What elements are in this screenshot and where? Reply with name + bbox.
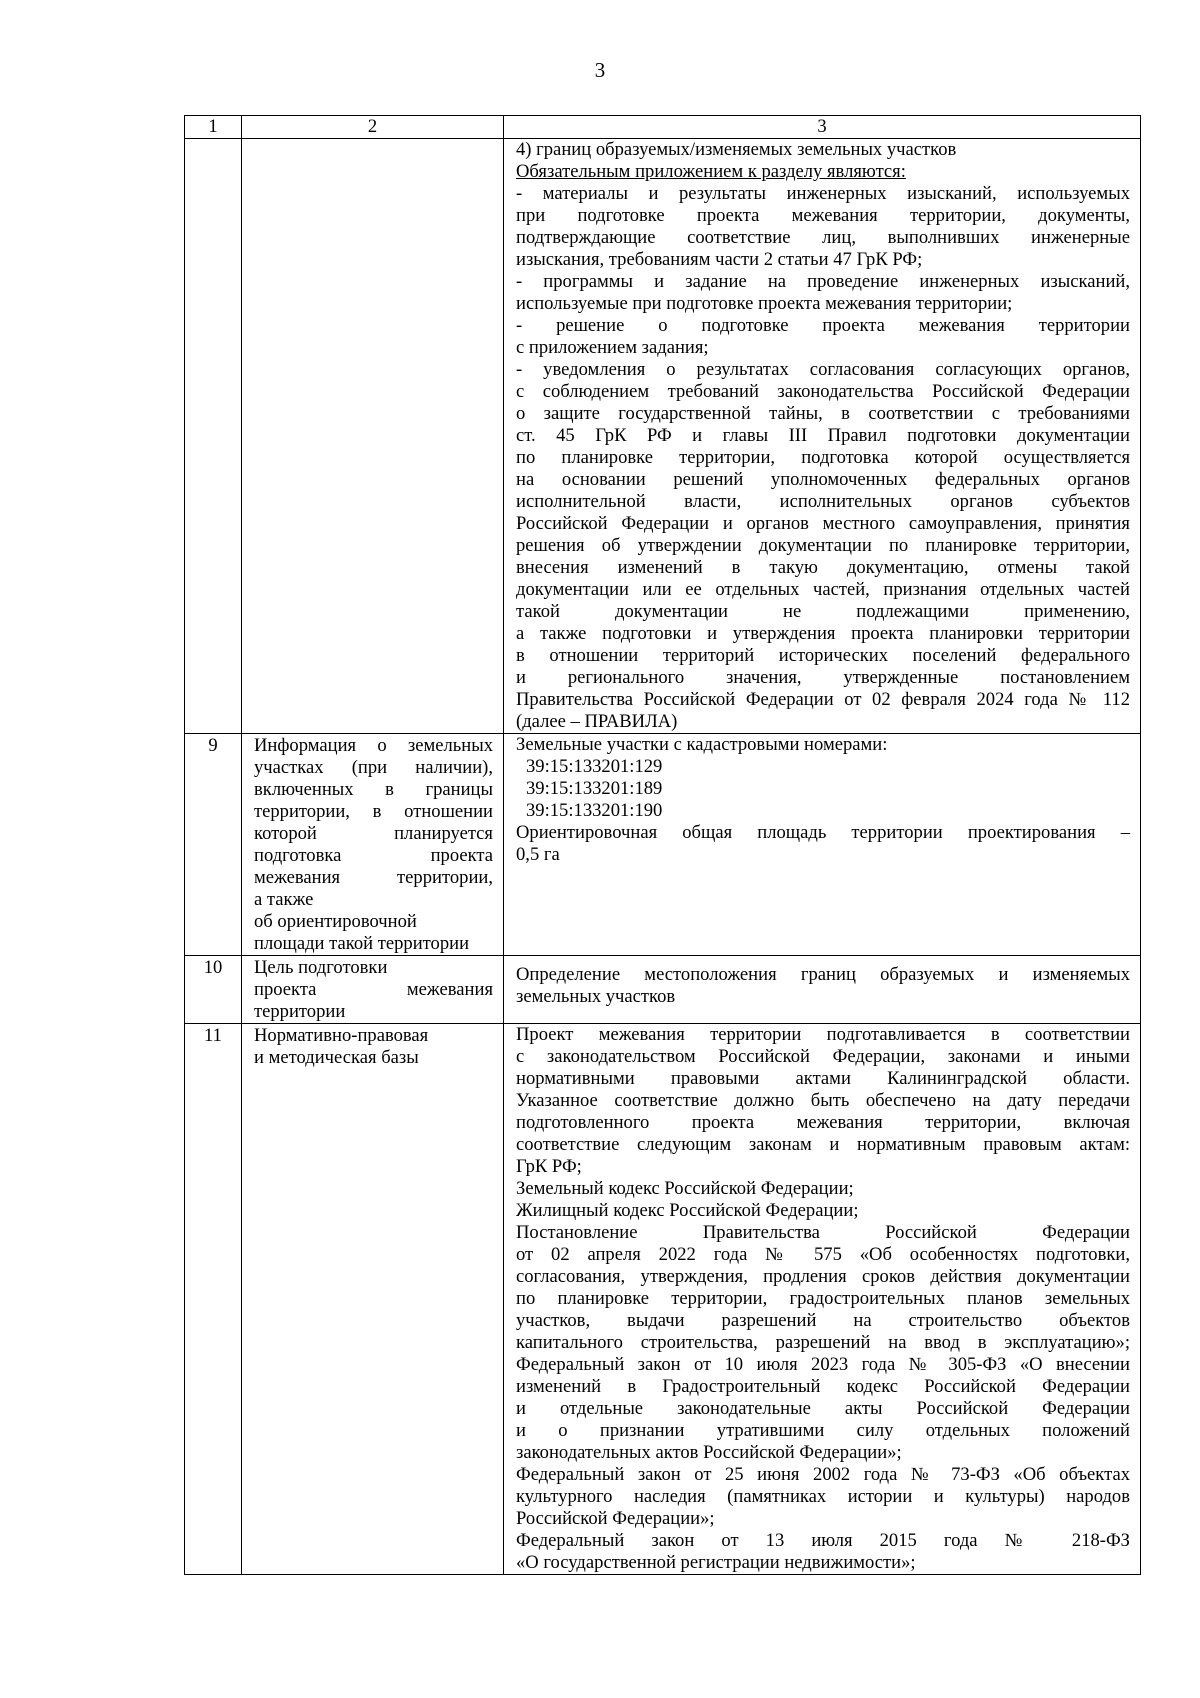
content-line: подтверждающие соответствие лиц, выполнивших инженерные [516, 227, 1130, 248]
requirements-table [184, 115, 1141, 1575]
content-line: Ориентировочная общая площадь территории проектирования – [516, 822, 1130, 843]
table-row-11 [185, 1024, 1141, 1575]
title-line: территории, в отношении [254, 801, 493, 822]
content-line: «О государственной регистрации недвижимости»; [516, 1552, 916, 1573]
content-line: Определение местоположения границ образуемых и изменяемых [516, 964, 1130, 985]
row-content-cell [504, 734, 1141, 956]
title-line: территории [254, 1001, 346, 1022]
content-line: и отдельные законодательные акты Российской Федерации [516, 1398, 1130, 1419]
content-line: ст. 45 ГрК РФ и главы III Правил подготовки документации [516, 425, 1130, 446]
title-line: участках (при наличии), [254, 757, 493, 778]
title-line: межевания территории, [254, 867, 493, 888]
row-title-cell [242, 139, 504, 734]
content-line: а также подготовки и утверждения проекта планировки территории [516, 623, 1130, 644]
content-line: по планировке территории, градостроительных планов земельных [516, 1288, 1130, 1309]
row-content-cell [504, 139, 1141, 734]
row-title-cell [242, 734, 504, 956]
content-line: от 02 апреля 2022 года № 575 «Об особенностях подготовки, [516, 1244, 1130, 1265]
title-line: и методическая базы [254, 1047, 419, 1068]
content-line: изменений в Градостроительный кодекс Российской Федерации [516, 1376, 1130, 1397]
content-line: подготовленного проекта межевания территории, включая [516, 1112, 1130, 1133]
cadastral-number: 39:15:133201:189 [526, 778, 663, 799]
title-line: Нормативно-правовая [254, 1025, 429, 1046]
title-line: проекта межевания [254, 979, 493, 1000]
content-line: Федеральный закон от 13 июля 2015 года № 218-ФЗ [516, 1530, 1130, 1551]
content-line: - уведомления о результатах согласования согласующих органов, [516, 359, 1130, 380]
content-line: с приложением задания; [516, 337, 709, 358]
content-line: с законодательством Российской Федерации, законами и иными [516, 1046, 1130, 1067]
header-col-3: 3 [504, 116, 1141, 139]
title-line: а также [254, 889, 314, 910]
content-line: - программы и задание на проведение инженерных изысканий, [516, 271, 1130, 292]
content-line: Обязательным приложением к разделу являются: [516, 161, 906, 182]
cadastral-number: 39:15:133201:129 [526, 756, 663, 777]
title-line: Информация о земельных [254, 735, 493, 756]
content-line: по планировке территории, подготовка которой осуществляется [516, 447, 1130, 468]
content-line: и о признании утратившими силу отдельных положений [516, 1420, 1130, 1441]
content-line: 4) границ образуемых/изменяемых земельных участков [516, 139, 957, 160]
row-number-cell: 11 [185, 1024, 242, 1575]
content-line: Российской Федерации и органов местного самоуправления, принятия [516, 513, 1130, 534]
content-line: нормативными правовыми актами Калининградской области. [516, 1068, 1130, 1089]
content-line: с соблюдением требований законодательства Российской Федерации [516, 381, 1130, 402]
table-header-row [185, 116, 1141, 139]
title-line: об ориентировочной [254, 911, 417, 932]
header-col-1: 1 [185, 116, 242, 139]
title-line: площади такой территории [254, 933, 470, 954]
row-content-cell [504, 956, 1141, 1024]
content-line: - материалы и результаты инженерных изысканий, используемых [516, 183, 1130, 204]
content-line: Постановление Правительства Российской Федерации [516, 1222, 1130, 1243]
content-line: при подготовке проекта межевания территории, документы, [516, 205, 1130, 226]
content-line: Российской Федерации»; [516, 1508, 715, 1529]
content-line: Земельный кодекс Российской Федерации; [516, 1178, 854, 1199]
content-line: используемые при подготовке проекта межевания территории; [516, 293, 1013, 314]
page-number: 3 [594, 58, 606, 82]
title-line: включенных в границы [254, 779, 493, 800]
content-line: решения об утверждении документации по планировке территории, [516, 535, 1130, 556]
row-content-cell [504, 1024, 1141, 1575]
title-line: подготовка проекта [254, 845, 493, 866]
content-line: согласования, утверждения, продления сроков действия документации [516, 1266, 1130, 1287]
content-line: изыскания, требованиям части 2 статьи 47 ГрК РФ; [516, 249, 923, 270]
cadastral-number: 39:15:133201:190 [526, 800, 663, 821]
content-line: Указанное соответствие должно быть обеспечено на дату передачи [516, 1090, 1130, 1111]
title-line: которой планируется [254, 823, 493, 844]
content-line: капитального строительства, разрешений на ввод в эксплуатацию»; [516, 1332, 1130, 1353]
content-line: внесения изменений в такую документацию, отмены такой [516, 557, 1130, 578]
content-line: документации или ее отдельных частей, признания отдельных частей [516, 579, 1130, 600]
content-line: ГрК РФ; [516, 1156, 582, 1177]
row-title-cell [242, 956, 504, 1024]
content-line: о защите государственной тайны, в соответствии с требованиями [516, 403, 1130, 424]
table-row [185, 139, 1141, 734]
content-line: Земельные участки с кадастровыми номерами: [516, 734, 888, 755]
title-line: Цель подготовки [254, 957, 388, 978]
content-line: участков, выдачи разрешений на строительство объектов [516, 1310, 1130, 1331]
row-number-cell: 10 [185, 956, 242, 1024]
table-row-9 [185, 734, 1141, 956]
header-col-2: 2 [242, 116, 504, 139]
row-number-cell: 9 [185, 734, 242, 956]
content-line: Федеральный закон от 25 июня 2002 года № 73-ФЗ «Об объектах [516, 1464, 1130, 1485]
content-line: исполнительной власти, исполнительных органов субъектов [516, 491, 1130, 512]
content-line: в отношении территорий исторических поселений федерального [516, 645, 1130, 666]
row-title-cell [242, 1024, 504, 1575]
content-line: такой документации не подлежащими применению, [516, 601, 1130, 622]
content-line: - решение о подготовке проекта межевания территории [516, 315, 1130, 336]
content-line: 0,5 га [516, 844, 560, 865]
row-number-cell [185, 139, 242, 734]
content-line: на основании решений уполномоченных федеральных органов [516, 469, 1130, 490]
content-line: земельных участков [516, 986, 676, 1007]
table-row-10 [185, 956, 1141, 1024]
content-line: культурного наследия (памятниках истории и культуры) народов [516, 1486, 1130, 1507]
content-line: Федеральный закон от 10 июля 2023 года № 305-ФЗ «О внесении [516, 1354, 1130, 1375]
content-line: соответствие следующим законам и нормативным правовым актам: [516, 1134, 1130, 1155]
content-line: (далее – ПРАВИЛА) [516, 711, 678, 732]
content-line: Жилищный кодекс Российской Федерации; [516, 1200, 859, 1221]
content-line: Правительства Российской Федерации от 02 февраля 2024 года № 112 [516, 689, 1130, 710]
content-line: и регионального значения, утвержденные постановлением [516, 667, 1130, 688]
content-line: Проект межевания территории подготавливается в соответствии [516, 1024, 1130, 1045]
content-line: законодательных актов Российской Федерации»; [516, 1442, 902, 1463]
